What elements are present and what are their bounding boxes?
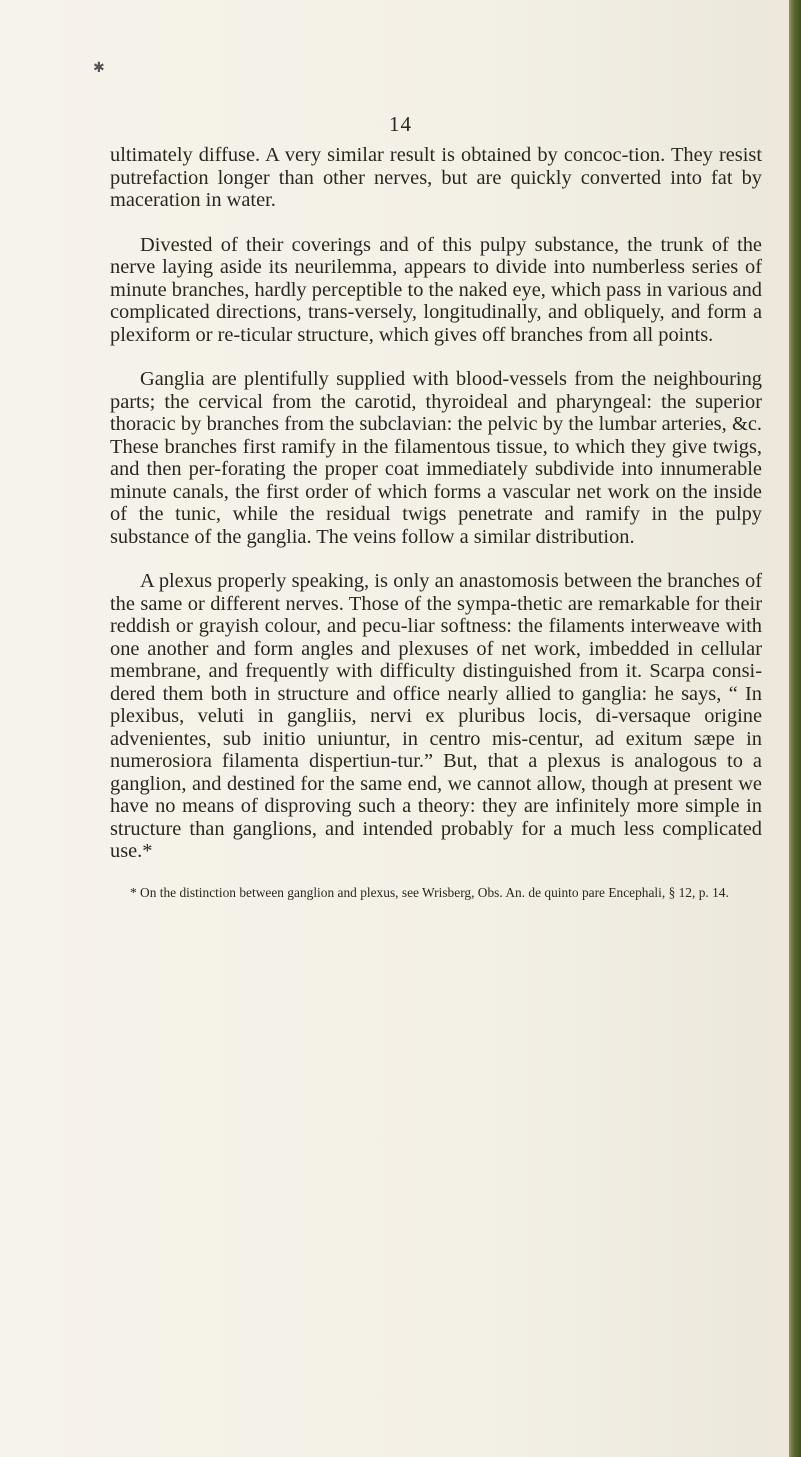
- body-text: [110, 144, 762, 923]
- paragraph-1: ultimately diffuse. A very similar result is obtained by concoc-tion. They resist putrefaction longer than other nerves, but are quickly converted into fat by maceration in water.: [110, 144, 762, 211]
- footnote: * On the distinction between ganglion and plexus, see Wrisberg, Obs. An. de quinto pare Encephali, § 12, p. 14.: [130, 884, 729, 900]
- paragraph-4: A plexus properly speaking, is only an anastomosis between the branches of the same or different nerves. Those of the sympa-thetic are remarkable for their reddish or grayish colour, and pecu-liar softness: the filaments interweave with one another and form angles and plexuses of net work, imbedded in cellular membrane, and frequently with difficulty distinguished from it. Scarpa consi-dered them both in structure and office nearly allied to ganglia: he says, “ In plexibus, veluti in gangliis, nervi ex pluribus locis, di-versaque origine advenientes, sub initio uniuntur, in centro mis-centur, ad exitum sæpe in numerosiora filamenta dispertiun-tur.” But, that a plexus is analogous to a ganglion, and destined for the same end, we cannot allow, though at present we have no means of disproving such a theory: they are infinitely more simple in structure than ganglions, and intended probably for a much less complicated use.*: [110, 570, 762, 862]
- corner-mark: ✱: [93, 61, 105, 76]
- paragraph-2: Divested of their coverings and of this pulpy substance, the trunk of the nerve laying aside its neurilemma, appears to divide into numberless series of minute branches, hardly perceptible to the naked eye, which pass in various and complicated directions, trans-versely, longitudinally, and obliquely, and form a plexiform or re-ticular structure, which gives off branches from all points.: [110, 233, 762, 346]
- paragraph-3: Ganglia are plentifully supplied with blood-vessels from the neighbouring parts; the cervical from the carotid, thyroideal and pharyngeal: the superior thoracic by branches from the subclavian: the pelvic by the lumbar arteries, &c. These branches first ramify in the filamentous tissue, to which they give twigs, and then per-forating the proper coat immediately subdivide into innumerable minute canals, the first order of which forms a vascular net work on the inside of the tunic, while the residual twigs penetrate and ramify in the pulpy substance of the ganglia. The veins follow a similar distribution.: [110, 368, 762, 548]
- page-edge: [789, 0, 801, 1457]
- page-number: 14: [389, 112, 412, 136]
